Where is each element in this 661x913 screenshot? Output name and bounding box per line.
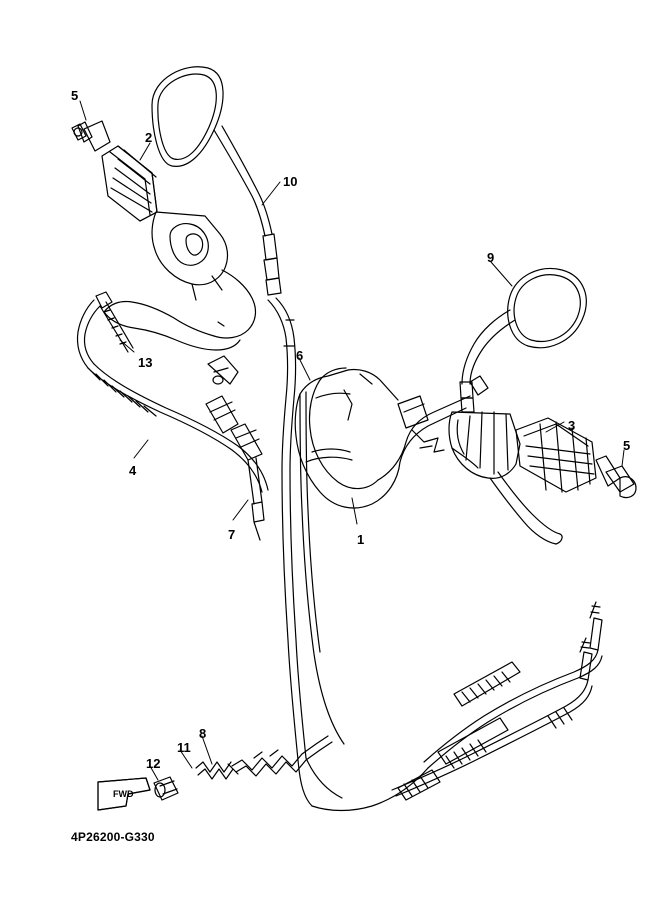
- lever-pivot-bolt-shank: [100, 306, 128, 352]
- callout-5-left: 5: [71, 88, 79, 103]
- throttle-cable-right-2: [396, 686, 592, 796]
- callout-2: 2: [145, 130, 153, 145]
- callout-10: 10: [283, 174, 298, 189]
- handlebar-center: [400, 408, 466, 462]
- left-mirror-base-collar: [263, 234, 277, 260]
- bracket-hole: [213, 376, 223, 384]
- left-switch-housing: [152, 212, 227, 285]
- handlebar-clamp: [398, 396, 428, 428]
- left-grip-end-cap: [84, 121, 110, 151]
- clutch-lever: [104, 301, 214, 336]
- right-mirror-head: [508, 268, 587, 347]
- leader-9: [491, 262, 512, 286]
- leader-2: [140, 143, 150, 160]
- throttle-cable-1-top: [268, 300, 288, 470]
- leader-5-left: [80, 101, 86, 120]
- leader-7: [233, 500, 248, 520]
- callout-1: 1: [357, 532, 365, 547]
- clutch-cable-upper-bend: [77, 300, 94, 368]
- handlebar-detail-2: [312, 449, 350, 452]
- callout-6: 6: [296, 348, 304, 363]
- callout-4: 4: [129, 463, 137, 478]
- callout-3: 3: [568, 418, 576, 433]
- fwd-direction-label: FWD: [113, 789, 134, 799]
- throttle-cable-right-1: [428, 656, 602, 768]
- cable-end-fitting-1: [590, 618, 602, 650]
- leader-1: [352, 498, 357, 524]
- cable-inline-adjuster: [206, 396, 238, 433]
- callout-7: 7: [228, 527, 236, 542]
- part-code-label: 4P26200-G330: [71, 830, 155, 844]
- callout-5-right: 5: [623, 438, 631, 453]
- leader-10: [262, 182, 280, 205]
- callout-11: 11: [177, 740, 191, 755]
- callout-13: 13: [138, 355, 153, 370]
- handlebar-detail-1: [316, 393, 350, 398]
- throttle-cable-1-lower: [282, 470, 312, 806]
- callout-8: 8: [199, 726, 207, 741]
- right-mirror-stem: [462, 310, 510, 384]
- clutch-cable-main: [88, 368, 262, 492]
- spring-11: [196, 762, 231, 772]
- left-mirror-stem: [214, 130, 265, 236]
- right-grip: [516, 418, 596, 492]
- leader-4: [134, 440, 148, 458]
- cable-lower-end: [252, 502, 264, 522]
- cable-adjuster-barrel: [231, 424, 262, 460]
- cable-adjuster-right-1: [454, 662, 520, 706]
- callout-12: 12: [146, 756, 161, 771]
- clutch-bracket: [214, 270, 255, 338]
- callout-9: 9: [487, 250, 495, 265]
